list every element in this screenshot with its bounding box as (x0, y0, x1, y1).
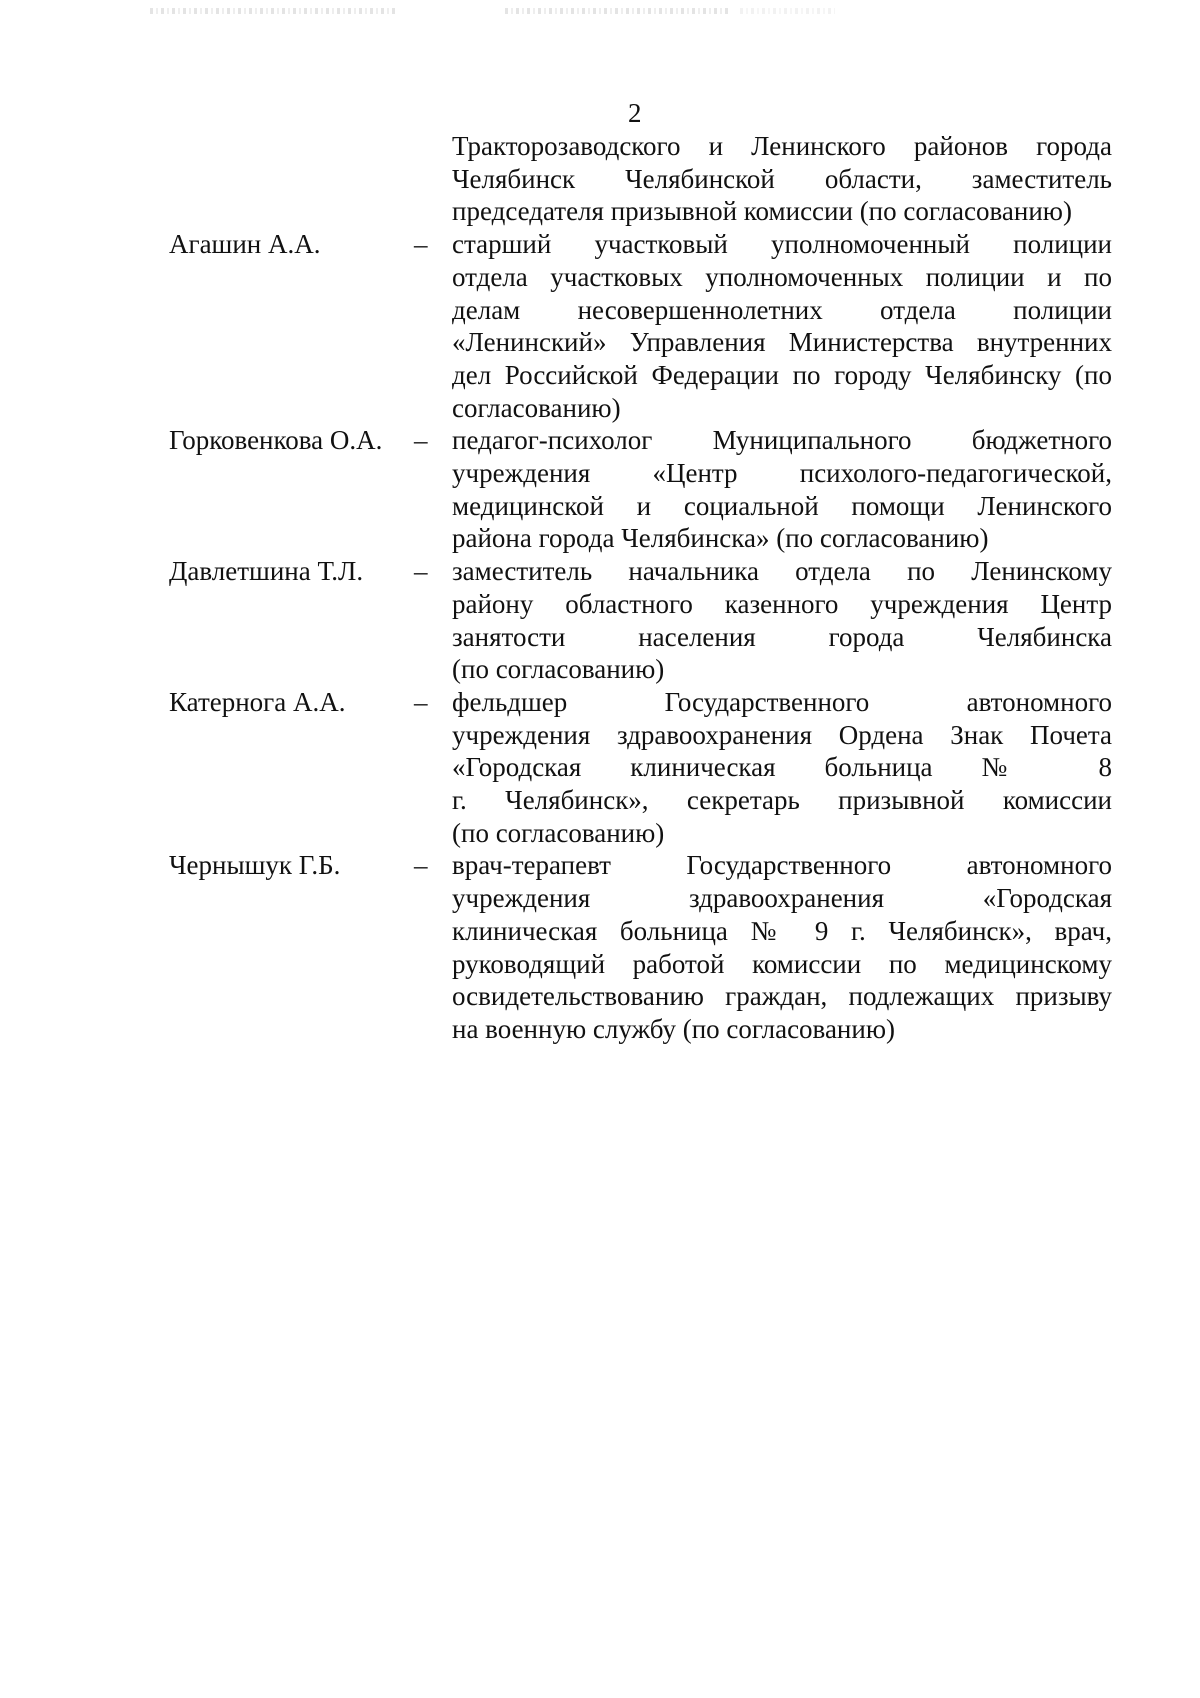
member-name: Горковенкова О.А. (169, 425, 383, 456)
continuation-block (0, 130, 1200, 228)
text-line: освидетельствованию граждан, подлежащих призыву (452, 981, 1112, 1012)
text-line: Челябинск Челябинской области, заместитель (452, 163, 1112, 194)
dash-separator: – (414, 850, 428, 881)
page-number: 2 (628, 98, 642, 128)
text-line: педагог-психолог Муниципального бюджетного (452, 425, 1112, 456)
text-line: заместитель начальника отдела по Ленинскому (452, 556, 1112, 587)
dash-separator: – (414, 425, 428, 456)
text-line: согласованию) (452, 392, 621, 423)
text-line: учреждения здравоохранения Ордена Знак Почета (452, 719, 1112, 750)
member-name: Давлетшина Т.Л. (169, 556, 364, 587)
member-position (452, 555, 1112, 686)
dash-separator: – (414, 229, 428, 260)
dash-separator: – (414, 556, 428, 587)
text-line: фельдшер Государственного автономного (452, 686, 1112, 717)
text-line: отдела участковых уполномоченных полиции и по (452, 261, 1112, 292)
scan-artifact (740, 8, 835, 14)
text-line: (по согласованию) (452, 817, 665, 848)
member-position (452, 228, 1112, 424)
text-line: «Городская клиническая больница № 8 (452, 752, 1112, 783)
member-entry (0, 424, 1200, 555)
text-line: делам несовершеннолетних отдела полиции (452, 294, 1112, 325)
text-line: председателя призывной комиссии (по согласованию) (452, 196, 1072, 227)
text-line: учреждения «Центр психолого-педагогической, (452, 458, 1112, 489)
member-position (452, 424, 1112, 555)
continuation-text (452, 130, 1112, 228)
text-line: району областного казенного учреждения Центр (452, 588, 1112, 619)
scan-artifact (505, 8, 730, 14)
scan-artifact (150, 8, 395, 14)
text-line: руководящий работой комиссии по медицинскому (452, 948, 1112, 979)
text-line: г. Челябинск», секретарь призывной комиссии (452, 785, 1112, 816)
dash-separator: – (414, 686, 428, 717)
member-position (452, 849, 1112, 1045)
member-name: Чернышук Г.Б. (169, 850, 341, 881)
text-line: медицинской и социальной помощи Ленинского (452, 490, 1112, 521)
text-line: дел Российской Федерации по городу Челябинску (по (452, 359, 1112, 390)
text-line: района города Челябинска» (по согласованию) (452, 523, 989, 554)
text-line: Тракторозаводского и Ленинского районов города (452, 131, 1112, 161)
member-entry (0, 555, 1200, 686)
text-line: занятости населения города Челябинска (452, 621, 1112, 652)
text-line: старший участковый уполномоченный полиции (452, 229, 1112, 260)
text-line: на военную службу (по согласованию) (452, 1013, 895, 1044)
text-line: учреждения здравоохранения «Городская (452, 883, 1112, 914)
member-position (452, 686, 1112, 850)
text-line: «Ленинский» Управления Министерства внутренних (452, 327, 1112, 358)
text-line: клиническая больница № 9 г. Челябинск», врач, (452, 915, 1112, 946)
member-entry (0, 686, 1200, 850)
member-name: Агашин А.А. (169, 229, 321, 260)
member-entry (0, 228, 1200, 424)
member-name: Катернога А.А. (169, 686, 346, 717)
commission-member-list (0, 130, 1200, 1046)
text-line: врач-терапевт Государственного автономного (452, 850, 1112, 881)
member-entry (0, 849, 1200, 1045)
text-line: (по согласованию) (452, 654, 665, 685)
